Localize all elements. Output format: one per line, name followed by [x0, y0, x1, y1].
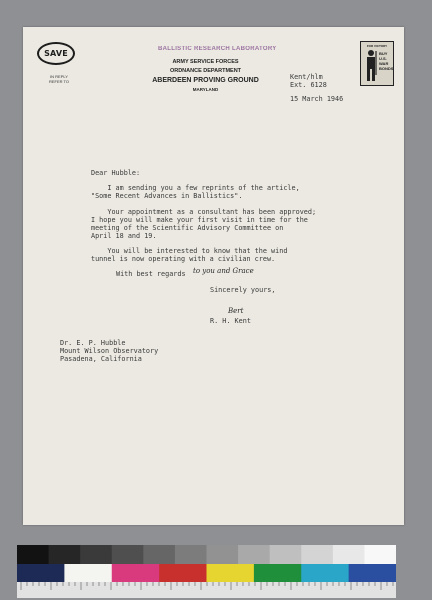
- addressee-city: Pasadena, California: [60, 355, 142, 363]
- gray-swatch: [238, 545, 270, 564]
- addressee-org: Mount Wilson Observatory: [60, 347, 159, 355]
- reference-initials: Kent/hlm: [290, 73, 323, 81]
- gray-swatch: [175, 545, 207, 564]
- gray-swatch: [333, 545, 365, 564]
- war-bonds-poster: [360, 41, 394, 86]
- paragraph-1-line-2: "Some Recent Advances in Ballistics".: [91, 192, 243, 200]
- color-swatch: [64, 564, 112, 582]
- paragraph-1-line-1: I am sending you a few reprints of the article,: [91, 184, 300, 192]
- addressee-name: Dr. E. P. Hubble: [60, 339, 126, 347]
- reference-extension: Ext. 6128: [290, 81, 327, 89]
- gray-swatch: [49, 545, 81, 564]
- color-swatch: [254, 564, 302, 582]
- gray-swatch: [364, 545, 396, 564]
- gray-swatch: [112, 545, 144, 564]
- gray-swatch: [207, 545, 239, 564]
- color-swatch: [112, 564, 160, 582]
- color-swatch: [159, 564, 207, 582]
- paragraph-3-line-1: You will be interested to know that the wind: [91, 247, 288, 255]
- letterhead-line-2: ORDNANCE DEPARTMENT: [169, 68, 242, 74]
- handwritten-regards: to you and Grace: [193, 267, 254, 275]
- save-logo: SAVE: [37, 42, 75, 65]
- letterhead-line-1: ARMY SERVICE FORCES: [172, 59, 239, 65]
- color-swatch: [17, 564, 65, 582]
- paragraph-2-line-4: April 18 and 19.: [91, 232, 157, 240]
- gray-swatch: [143, 545, 175, 564]
- color-calibration-strip: [17, 545, 396, 598]
- letter-date: 15 March 1946: [290, 95, 344, 103]
- reply-label: IN REPLY REFER TO: [48, 74, 70, 84]
- signer-name: R. H. Kent: [210, 317, 251, 325]
- poster-top: FOR VICTORY: [366, 44, 388, 48]
- paragraph-2-line-2: I hope you will make your first visit in time for the: [91, 216, 308, 224]
- gray-swatch: [301, 545, 333, 564]
- color-swatch: [349, 564, 396, 582]
- letter-page: [23, 27, 404, 525]
- paragraph-3-line-2: tunnel is now operating with a civilian crew.: [91, 255, 276, 263]
- color-swatch: [207, 564, 255, 582]
- laboratory-stamp: BALLISTIC RESEARCH LABORATORY: [158, 46, 277, 52]
- paragraph-2-line-3: meeting of the Scientific Advisory Committee on: [91, 224, 284, 232]
- salutation: Dear Hubble:: [91, 169, 141, 177]
- gray-swatch: [80, 545, 112, 564]
- color-swatch: [301, 564, 349, 582]
- closing: Sincerely yours,: [210, 286, 276, 294]
- poster-text: BUY U.S. WAR BONDS: [379, 51, 394, 71]
- gray-swatch: [270, 545, 302, 564]
- handwritten-signature: Bert: [228, 307, 244, 315]
- paragraph-2-line-1: Your appointment as a consultant has been approved;: [91, 208, 317, 216]
- gray-swatch: [17, 545, 49, 564]
- letterhead-line-4: MARYLAND: [192, 87, 219, 92]
- letterhead-line-3: ABERDEEN PROVING GROUND: [152, 77, 259, 84]
- soldier-icon: [363, 49, 379, 83]
- regards-line: With best regards: [116, 270, 186, 278]
